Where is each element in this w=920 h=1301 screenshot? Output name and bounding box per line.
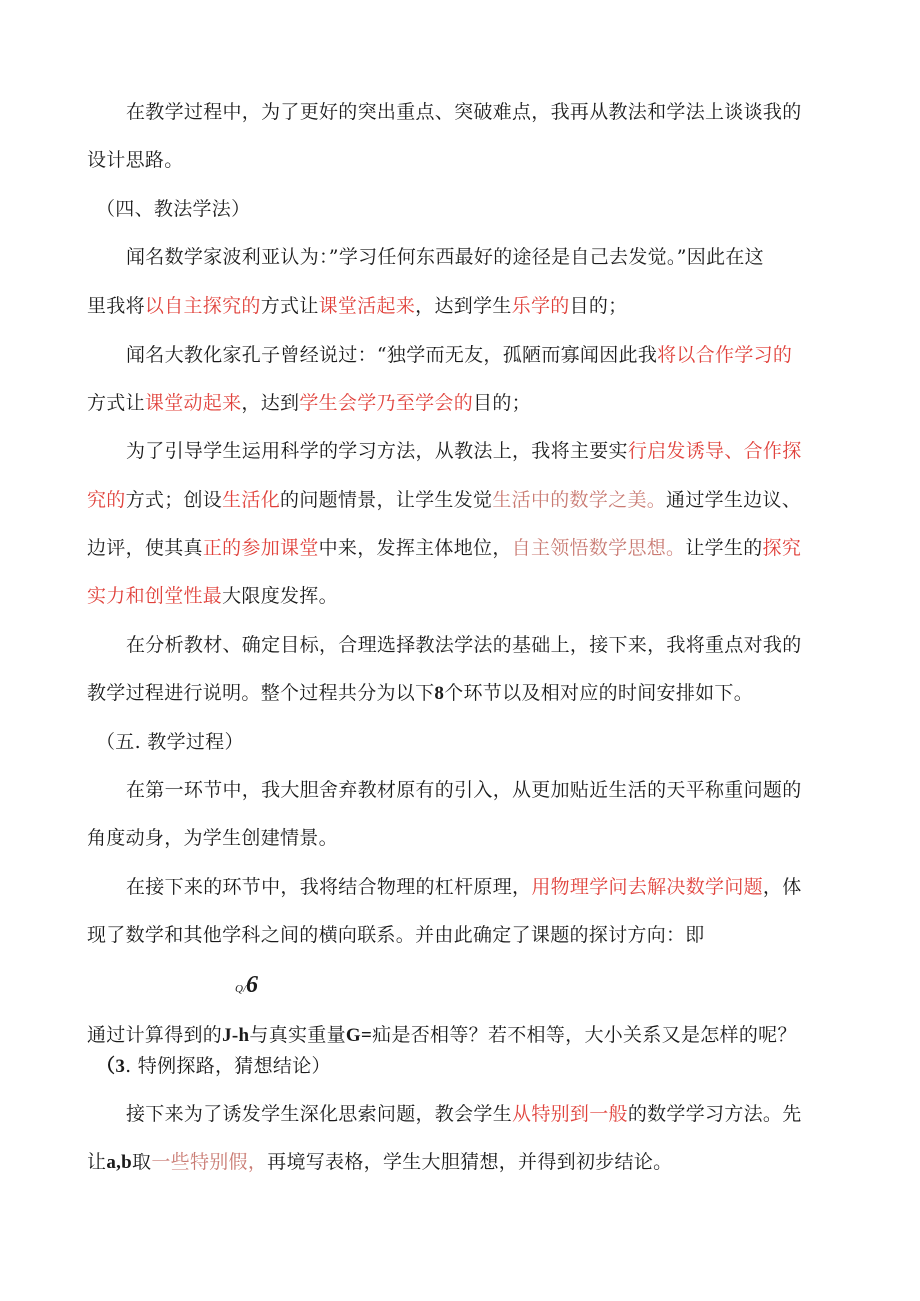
text-run: 设计思路。 [87, 149, 184, 171]
text-run: 在教学过程中，为了更好的突出重点、突破难点，我再从教法和学法上谈谈我的 [126, 101, 802, 123]
highlight-text: 生活化 [222, 489, 281, 511]
highlight-text: 乐学的 [511, 295, 570, 317]
paragraph-line [87, 293, 627, 319]
paragraph-line [87, 1022, 797, 1049]
text-run: 在接下来的环节中，我将结合物理的杠杆原理， [126, 876, 532, 898]
heading-text: . 特例探路，猜想结论） [125, 1055, 331, 1077]
formula-fragment [235, 972, 258, 999]
text-run: 通过学生边议、 [666, 489, 802, 511]
formula-small-text: Q/ [235, 983, 246, 995]
text-run: 在第一环节中，我大胆舍弃教材原有的引入，从更加贴近生活的天平称重问题的 [126, 779, 802, 801]
paragraph-line [87, 487, 801, 513]
formula-big-text: 6 [246, 972, 258, 998]
section-heading-4 [96, 196, 250, 222]
formula-text: a,b [106, 1152, 133, 1173]
text-run: 中来，发挥主体地位， [318, 537, 512, 559]
text-run: 方式；创设 [125, 489, 223, 511]
paragraph-line [126, 874, 802, 900]
text-run: 的数学学习方法。先 [627, 1103, 802, 1125]
highlight-text: 用物理学问去解决数学问题 [531, 876, 763, 898]
text-run: 让学生的 [685, 537, 763, 559]
text-run: 方式让 [87, 392, 145, 414]
paragraph-line [126, 244, 764, 270]
text-run: 目的； [473, 392, 531, 414]
text-run: ，达到学生 [415, 295, 512, 317]
paragraph-line [87, 825, 338, 851]
text-run: 闻名大教化家孔子曾经说过：“独学而无友，孤陋而寡闻因此我 [126, 344, 658, 366]
heading-number: 3 [115, 1056, 126, 1077]
highlight-text: 将以合作学习的 [657, 344, 793, 366]
highlight-text: 从特别到一般 [512, 1103, 628, 1125]
paragraph-line [87, 583, 338, 609]
text-run: 的问题情景，让学生发觉 [280, 489, 493, 511]
number-text: 8 [434, 683, 445, 704]
paragraph-line [126, 1101, 802, 1127]
text-run: 让 [87, 1151, 107, 1173]
text-run: 现了数学和其他学科之间的横向联系。并由此确定了课题的探讨方向：即 [87, 924, 705, 946]
highlight-text: 课堂活起来 [318, 295, 416, 317]
text-run: 教学过程进行说明。整个过程共分为以下 [87, 682, 435, 704]
paragraph-line [126, 777, 802, 803]
heading-text: （五. 教学过程） [96, 731, 244, 753]
section-heading-5 [96, 729, 244, 755]
paragraph-line [126, 438, 802, 464]
paragraph-line [87, 390, 531, 416]
text-run: ，体 [762, 876, 802, 898]
text-run: 与真实重量 [249, 1024, 346, 1046]
highlight-text: 课堂动起来 [144, 392, 242, 414]
text-run: ，达到 [241, 392, 300, 414]
paragraph-line [126, 632, 802, 658]
text-run: 疝是否相等？若不相等，大小关系又是怎样的呢？ [372, 1024, 797, 1046]
paragraph-line [87, 922, 705, 948]
text-run: 角度动身，为学生创建情景。 [87, 827, 338, 849]
paragraph-line [87, 535, 801, 561]
text-run: 在分析教材、确定目标，合理选择教法学法的基础上，接下来，我将重点对我的 [126, 634, 802, 656]
text-run: 大限度发挥。 [222, 585, 338, 607]
highlight-text: 实力和创堂性最 [87, 585, 223, 607]
paragraph-line [126, 342, 792, 368]
paragraph-line [126, 99, 802, 125]
text-run: 接下来为了诱发学生深化思索问题，教会学生 [126, 1103, 513, 1125]
text-run: 闻名数学家波利亚认为：”学习任何东西最好的途径是自己去发觉。”因此在这 [126, 246, 764, 268]
highlight-text: 以自主探究的 [144, 295, 261, 317]
text-run: 里我将 [87, 295, 145, 317]
section-heading-3 [96, 1053, 331, 1080]
highlight-text: 究的 [87, 489, 126, 511]
text-run: 目的； [569, 295, 628, 317]
paragraph-line [87, 147, 184, 173]
text-run: 取 [132, 1151, 152, 1173]
formula-text: G= [345, 1025, 373, 1046]
text-run: 为了引导学生运用科学的学习方法，从教法上，我将主要实 [126, 440, 628, 462]
highlight-text: 自主领悟数学思想。 [511, 537, 686, 559]
highlight-text: 行启发诱导、合作探 [627, 440, 802, 462]
text-run: 边评，使其真 [87, 537, 203, 559]
text-run: 再境写表格，学生大胆猜想，并得到初步结论。 [267, 1151, 673, 1173]
highlight-text: 生活中的数学之美。 [492, 489, 667, 511]
highlight-text: 一些特别假， [151, 1151, 268, 1173]
paragraph-line [87, 680, 753, 707]
highlight-text: 学生会学乃至学会的 [299, 392, 474, 414]
heading-bracket: （ [96, 1056, 116, 1077]
highlight-text: 探究 [762, 537, 802, 559]
formula-text: J-h [222, 1025, 250, 1046]
highlight-text: 正的参加课堂 [202, 537, 319, 559]
text-run: 方式让 [260, 295, 319, 317]
text-run: 个环节以及相对应的时间安排如下。 [444, 682, 754, 704]
paragraph-line [87, 1149, 672, 1176]
text-run: 通过计算得到的 [87, 1024, 223, 1046]
heading-text: （四、教法学法） [96, 198, 251, 220]
